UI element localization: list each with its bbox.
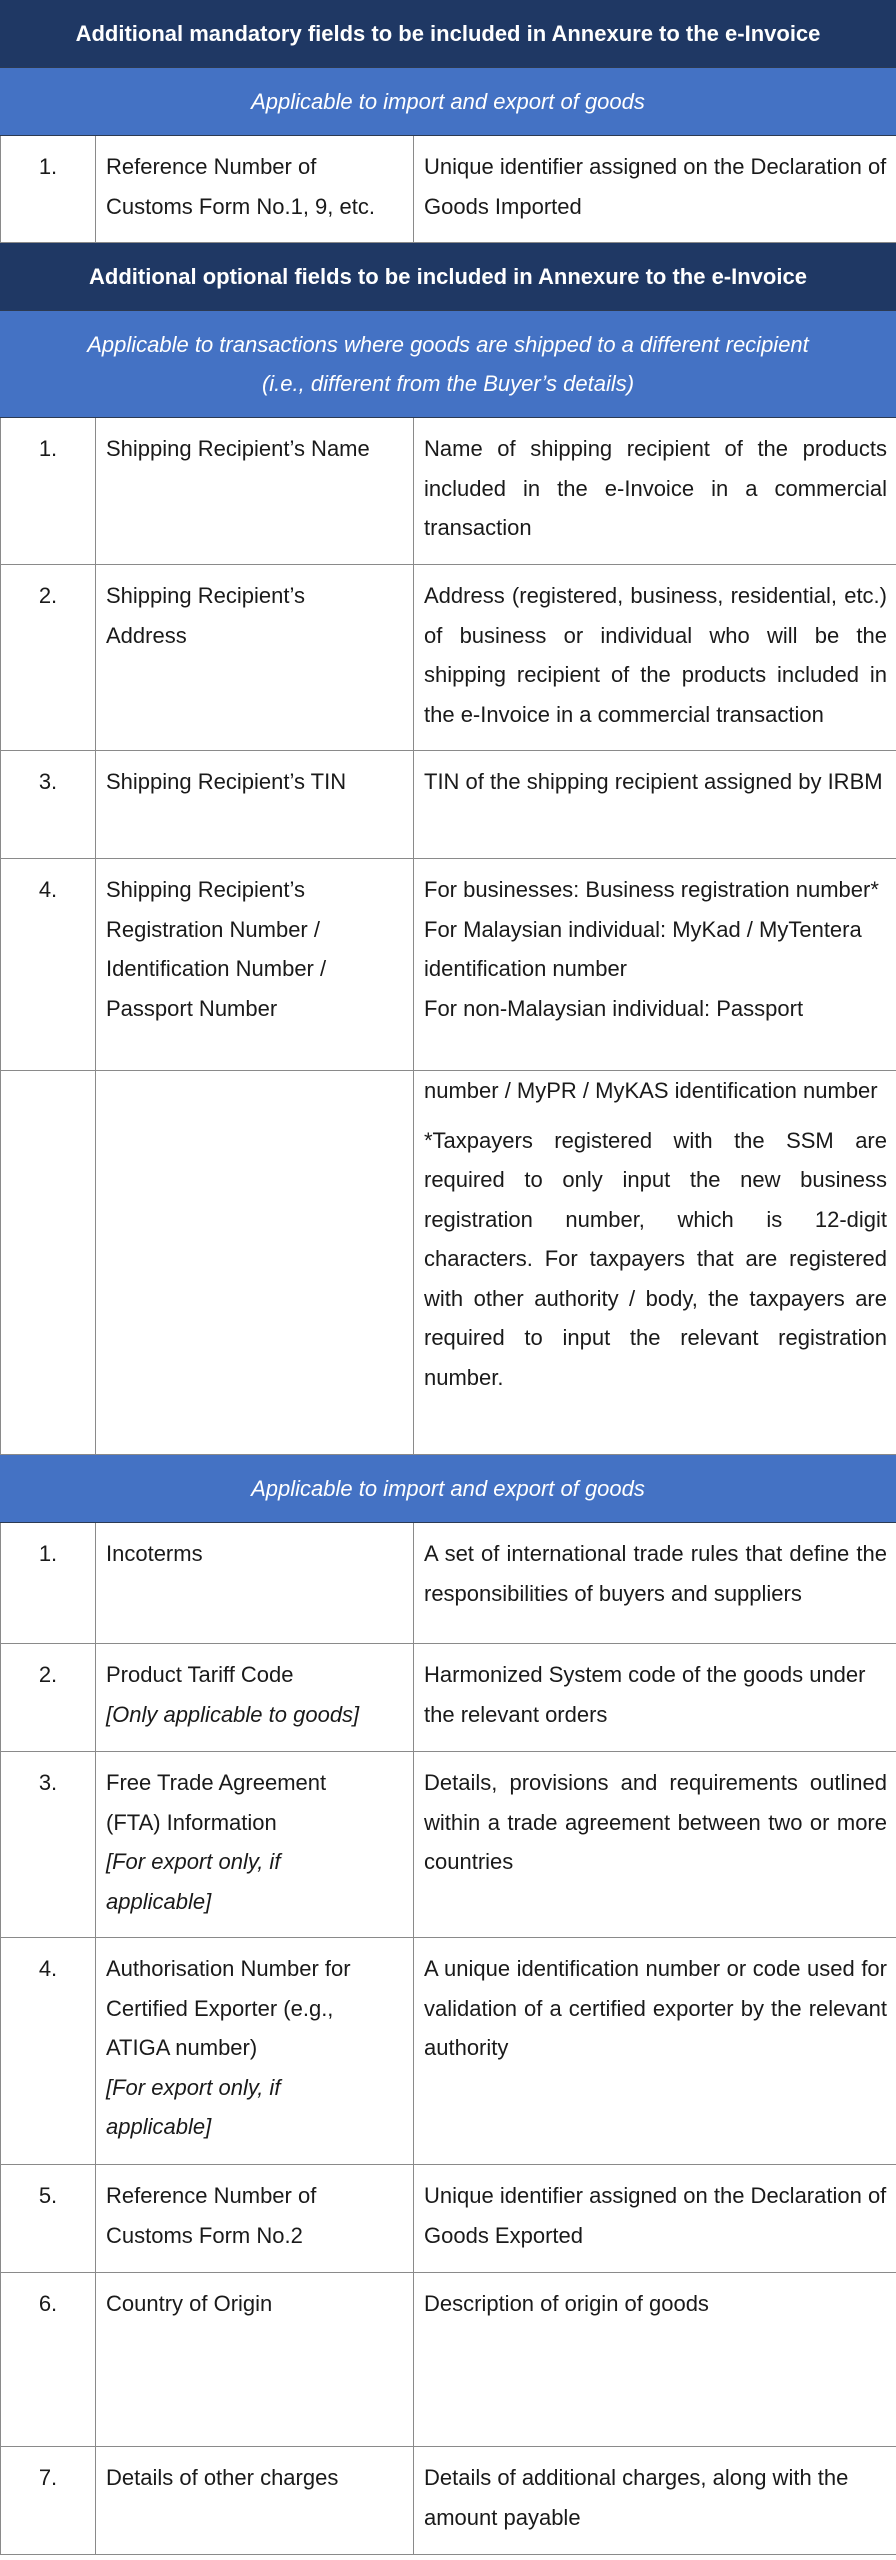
row-number-empty (0, 1071, 96, 1454)
field-name: Country of Origin (96, 2273, 414, 2446)
table-row-continuation (0, 1071, 896, 1455)
description-line: For non-Malaysian individual: Passport (424, 995, 804, 1021)
field-name (96, 1644, 414, 1751)
field-name: Shipping Recipient’s Registration Number / Identification Number / Passport Number (96, 859, 414, 1070)
field-name: Shipping Recipient’s TIN (96, 751, 414, 858)
field-description: Harmonized System code of the goods under the relevant orders (424, 1662, 866, 1727)
row-number: 3. (0, 751, 96, 858)
field-note: [For export only, if applicable] (106, 1849, 281, 1914)
description-line: For Malaysian individual: MyKad / MyTentera identification number (424, 916, 862, 981)
optional-subheader (0, 311, 896, 418)
field-note: [For export only, if applicable] (106, 2074, 281, 2139)
mandatory-subheader-text: Applicable to import and export of goods (251, 89, 645, 114)
row-number: 1. (0, 136, 96, 242)
row-number: 2. (0, 565, 96, 750)
field-description: Details of additional charges, along with the amount payable (424, 2465, 849, 2530)
field-description: Unique identifier assigned on the Declaration of Goods Exported (424, 2183, 887, 2248)
field-note: [Only applicable to goods] (106, 1701, 360, 1727)
table-row (0, 1938, 896, 2165)
import-export-subheader-text: Applicable to import and export of goods (251, 1476, 645, 1501)
row-number: 4. (0, 1938, 96, 2164)
mandatory-header (0, 0, 896, 68)
field-description: A unique identification number or code used for validation of a certified exporter by the relevant authority (424, 1956, 887, 2060)
field-description: Name of shipping recipient of the products included in the e-Invoice in a commercial transaction (424, 436, 887, 540)
field-name: Reference Number of Customs Form No.1, 9, etc. (96, 136, 414, 242)
optional-subheader-line1: Applicable to transactions where goods are shipped to a different recipient (87, 332, 809, 357)
field-name: Reference Number of Customs Form No.2 (96, 2165, 414, 2272)
field-description (414, 859, 896, 1070)
table-row (0, 1752, 896, 1938)
table-row (0, 1523, 896, 1644)
description-line: number / MyPR / MyKAS identification number (424, 1078, 878, 1103)
row-number: 7. (0, 2447, 96, 2554)
mandatory-subheader (0, 68, 896, 136)
row-number: 2. (0, 1644, 96, 1751)
row-number: 1. (0, 418, 96, 564)
field-description: A set of international trade rules that define the responsibilities of buyers and suppliers (424, 1541, 887, 1606)
field-description: Unique identifier assigned on the Declaration of Goods Imported (424, 154, 887, 219)
field-name-text: Authorisation Number for Certified Exporter (e.g., ATIGA number) (106, 1956, 351, 2060)
table-row (0, 859, 896, 1071)
table-row (0, 2273, 896, 2447)
optional-header (0, 243, 896, 311)
table-row (0, 2165, 896, 2273)
table-row (0, 418, 896, 565)
field-description: Description of origin of goods (424, 2291, 709, 2316)
field-name-text: Product Tariff Code (106, 1662, 294, 1687)
registration-footnote: *Taxpayers registered with the SSM are required to only input the new business registration number, which is 12-digit characters. For taxpayers that are registered with other authority / body, the taxpayers are required to input the relevant registration number. (424, 1127, 887, 1390)
row-number: 1. (0, 1523, 96, 1643)
description-line: For businesses: Business registration number* (424, 877, 879, 902)
table-row (0, 136, 896, 243)
field-name-text: Free Trade Agreement (FTA) Information (106, 1770, 327, 1835)
table-row (0, 751, 896, 859)
table-row (0, 565, 896, 751)
field-description: Address (registered, business, residential, etc.) of business or individual who will be the shipping recipient of the products included in the e-Invoice in a commercial transaction (424, 583, 887, 727)
optional-header-text: Additional optional fields to be included in Annexure to the e-Invoice (89, 263, 807, 289)
field-name: Shipping Recipient’s Address (96, 565, 414, 750)
field-description: TIN of the shipping recipient assigned by IRBM (424, 769, 883, 794)
field-name (96, 1938, 414, 2164)
row-number: 3. (0, 1752, 96, 1937)
field-name: Shipping Recipient’s Name (96, 418, 414, 564)
optional-subheader-line2: (i.e., different from the Buyer’s details) (261, 371, 635, 396)
import-export-subheader (0, 1455, 896, 1523)
field-description: Details, provisions and requirements outlined within a trade agreement between two or more countries (424, 1770, 887, 1874)
table-row (0, 1644, 896, 1752)
row-number: 6. (0, 2273, 96, 2446)
row-number: 4. (0, 859, 96, 1070)
field-name (96, 1752, 414, 1937)
row-number: 5. (0, 2165, 96, 2272)
table-row (0, 2447, 896, 2555)
field-description (414, 1071, 896, 1454)
field-name-empty (96, 1071, 414, 1454)
field-name: Details of other charges (96, 2447, 414, 2554)
mandatory-header-text: Additional mandatory fields to be included in Annexure to the e-Invoice (75, 20, 821, 46)
field-name: Incoterms (96, 1523, 414, 1643)
